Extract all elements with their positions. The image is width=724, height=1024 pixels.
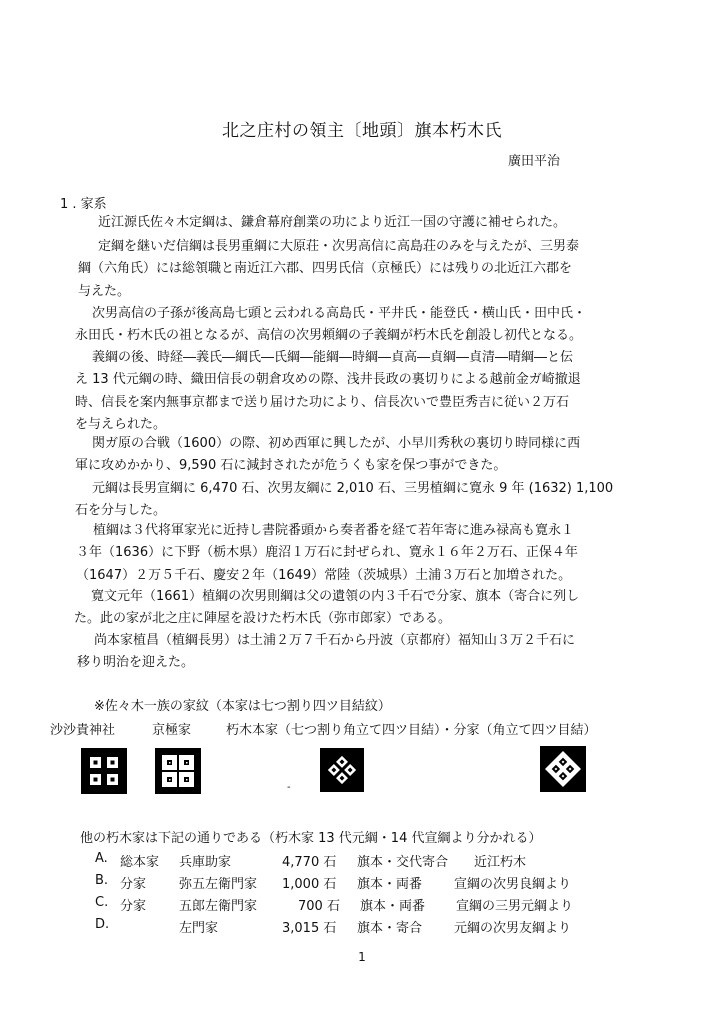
branch-type: 分家 <box>120 877 147 892</box>
paragraph-line: 次男高信の子孫が後高島七頭と云われる高島氏・平井氏・能登氏・横山氏・田中氏・ <box>92 306 587 321</box>
branch-name: 弥五左衛門家 <box>179 877 258 892</box>
paragraph-line: 石を分与した。 <box>75 503 167 519</box>
branch-letter: B. <box>95 873 109 888</box>
branch-note: 宣綱の次男良綱より <box>454 877 572 892</box>
table-row <box>0 917 724 939</box>
paragraph-5 <box>75 433 580 478</box>
paragraph-line: 与えた。 <box>78 283 131 299</box>
branch-koku: 3,015 石 <box>282 921 337 936</box>
paragraph-line: ３年（1636）に下野（栃木県）鹿沼１万石に封ぜられ、寛永１６年２万石、正保４年 <box>76 545 578 561</box>
crest-caption-kutsuki: 朽木本家（七つ割り角立て四ツ目結）・分家（角立て四ツ目結） <box>226 723 597 738</box>
paragraph-line: 義綱の後、時経―義氏―綱氏―氏綱―能綱―時綱―貞高―貞綱―貞清―晴綱―と伝 <box>92 350 574 365</box>
page-number: 1 <box>358 950 366 964</box>
table-row <box>0 895 724 917</box>
branch-type: 総本家 <box>120 855 160 870</box>
table-row <box>0 873 724 895</box>
paragraph-2 <box>78 236 579 303</box>
paragraph-6 <box>75 478 613 523</box>
crest-note: ※佐々木一族の家紋（本家は七つ割り四ツ目結紋） <box>94 699 391 714</box>
paragraph-line: 尚本家植昌（植綱長男）は土浦２万７千石から丹波（京都府）福知山３万２千石に <box>94 633 576 648</box>
paragraph-line: （1647）２万５千石、慶安２年（1649）常陸（茨城県）土浦３万石と加増された。 <box>76 567 572 583</box>
branch-note: 元綱の次男友綱より <box>454 921 572 936</box>
paragraph-line: 寛文元年（1661）植綱の次男則綱は父の遺領の内３千石で分家、旗本（寄合に列し <box>91 589 580 604</box>
branch-koku: 700 石 <box>298 899 340 914</box>
crest-caption-kyogoku: 京極家 <box>152 723 192 738</box>
author-name: 廣田平治 <box>508 154 561 169</box>
paragraph-4 <box>75 347 581 436</box>
paragraph-line: を与えられた。 <box>75 416 167 432</box>
branch-rank: 旗本・両番 <box>360 899 426 914</box>
paragraph-line: え 13 代元綱の時、織田信長の朝倉攻めの際、浅井長政の裏切りによる越前金ガ崎撤退 <box>75 372 581 388</box>
branch-letter: A. <box>95 851 108 866</box>
paragraph-line: 元綱は長男宣綱に 6,470 石、次男友綱に 2,010 石、三男植綱に寛永 9 年 (1632) 1,100 <box>92 481 614 496</box>
page-title: 北之庄村の領主〔地頭〕旗本朽木氏 <box>222 121 502 141</box>
branch-letter: D. <box>95 917 110 932</box>
paragraph-line: 移り明治を迎えた。 <box>77 655 195 671</box>
other-branches-intro: 他の朽木家は下記の通りである（朽木家 13 代元綱・14 代宣綱より分かれる） <box>80 831 542 846</box>
paragraph-line: 永田氏・朽木氏の祖となるが、高信の次男頼綱の子義綱が朽木氏を創設し初代となる。 <box>75 328 583 344</box>
paragraph-line: た。此の家が北之庄に陣屋を設けた朽木氏（弥市郎家）である。 <box>74 611 452 627</box>
branch-note: 近江朽木 <box>474 855 527 870</box>
section-heading: 1 . 家系 <box>60 197 107 212</box>
paragraph-3 <box>75 303 586 348</box>
branch-type: 分家 <box>120 899 147 914</box>
paragraph-line: 関ガ原の合戦（1600）の際、初め西軍に興したが、小早川秀秋の裏切り時同様に西 <box>92 436 581 451</box>
paragraph-line: 植綱は３代将軍家光に近持し書院番頭から奏者番を経て若年寄に進み禄高も寛永１ <box>93 523 575 538</box>
paragraph-7 <box>76 520 578 587</box>
paragraph-8 <box>74 586 579 631</box>
branch-rank: 旗本・寄合 <box>357 921 423 936</box>
branch-name: 左門家 <box>179 921 219 936</box>
yotsume-crest-icon <box>81 748 127 794</box>
branch-note: 宣綱の三男元綱より <box>456 899 574 914</box>
branch-letter: C. <box>95 895 109 910</box>
branch-name: 兵庫助家 <box>179 855 232 870</box>
branch-koku: 4,770 石 <box>282 855 337 870</box>
paragraph-9 <box>77 630 575 675</box>
kado-yotsume-seven-cut-crest-icon <box>320 748 364 792</box>
paragraph-line: 綱（六角氏）には総領職と南近江六郡、四男氏信（京極氏）には残りの北近江六郡を <box>78 261 573 277</box>
branch-rank: 旗本・交代寄合 <box>357 855 449 870</box>
crest-caption-shrine: 沙沙貴神社 <box>50 723 116 738</box>
branch-name: 五郎左衛門家 <box>179 899 258 914</box>
paragraph-line: 軍に攻めかかり、9,590 石に減封されたが危うくも家を保つ事ができた。 <box>75 458 507 474</box>
paragraph-line: 定綱を継いだ信綱は長男重綱に大原荘・次男高信に高島荘のみを与えたが、三男泰 <box>98 239 580 254</box>
paragraph-line: 近江源氏佐々木定綱は、鎌倉幕府創業の功により近江一国の守護に補せられた。 <box>98 215 567 230</box>
branch-koku: 1,000 石 <box>282 877 337 892</box>
branch-rank: 旗本・両番 <box>357 877 423 892</box>
kyogoku-crest-icon <box>155 748 201 794</box>
kado-yotsume-crest-icon <box>540 746 586 792</box>
table-row <box>0 851 724 873</box>
paragraph-1 <box>98 212 566 234</box>
paragraph-line: 時、信長を案内無事京都まで送り届けた功により、信長次いで豊臣秀吉に従い２万石 <box>75 394 570 410</box>
stray-mark: - <box>287 782 291 793</box>
